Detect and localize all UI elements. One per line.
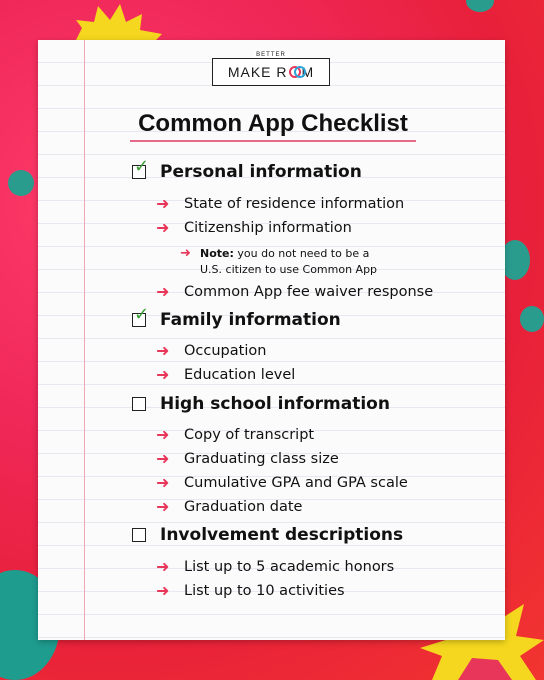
note-item <box>180 246 377 278</box>
logo-rings-icon <box>289 66 301 78</box>
list-item-label: Education level <box>184 366 296 383</box>
checklist-paper <box>38 40 505 640</box>
list-item <box>156 365 295 384</box>
note-bold-label: Note: <box>200 247 234 260</box>
note-text <box>200 246 377 278</box>
section-label: Family information <box>160 310 341 330</box>
list-item <box>156 449 339 468</box>
list-item-label: List up to 5 academic honors <box>184 558 395 575</box>
arrow-right-icon: ➜ <box>156 282 170 301</box>
list-item-label: Common App fee waiver response <box>184 283 434 300</box>
checkbox-family[interactable] <box>132 304 150 327</box>
arrow-right-icon: ➜ <box>156 194 170 213</box>
list-item <box>156 473 408 492</box>
list-item-label: Occupation <box>184 342 267 359</box>
list-item-label: Copy of transcript <box>184 426 315 443</box>
page-title: Common App Checklist <box>138 110 408 137</box>
list-item-label: Cumulative GPA and GPA scale <box>184 474 408 491</box>
section-involvement-descriptions <box>132 525 403 545</box>
list-item <box>156 194 404 213</box>
teal-circle-decoration <box>8 170 34 196</box>
checkbox-personal[interactable] <box>132 156 150 179</box>
check-mark-icon: ✓ <box>134 156 150 177</box>
list-item <box>156 218 352 237</box>
arrow-right-icon: ➜ <box>156 218 170 237</box>
teal-circle-decoration <box>520 306 544 332</box>
list-item <box>156 497 302 516</box>
logo-make-text: MAKE R <box>227 64 288 80</box>
arrow-right-icon: ➜ <box>156 425 170 444</box>
logo-m-text: M <box>301 64 315 80</box>
arrow-right-icon: ➜ <box>156 557 170 576</box>
teal-circle-decoration <box>466 0 494 12</box>
note-line-2: U.S. citizen to use Common App <box>200 263 378 276</box>
arrow-right-icon: ➜ <box>180 246 191 261</box>
check-mark-icon: ✓ <box>134 304 150 325</box>
arrow-right-icon: ➜ <box>156 581 170 600</box>
list-item <box>156 557 394 576</box>
section-label: High school information <box>160 394 390 414</box>
section-label: Personal information <box>160 162 362 182</box>
list-item-label: Citizenship information <box>184 219 352 236</box>
checkbox-involvement[interactable] <box>132 528 146 542</box>
list-item <box>156 341 266 360</box>
logo-better-text: BETTER <box>253 52 289 58</box>
make-room-logo <box>212 52 330 86</box>
section-high-school-information <box>132 394 390 414</box>
list-item-label: State of residence information <box>184 195 405 212</box>
section-label: Involvement descriptions <box>160 525 404 545</box>
note-line-1: you do not need to be a <box>233 247 370 260</box>
list-item-label: List up to 10 activities <box>184 582 345 599</box>
checkbox-high-school[interactable] <box>132 397 146 411</box>
section-family-information <box>132 304 341 330</box>
list-item <box>156 282 433 301</box>
arrow-right-icon: ➜ <box>156 497 170 516</box>
arrow-right-icon: ➜ <box>156 365 170 384</box>
list-item <box>156 425 314 444</box>
arrow-right-icon: ➜ <box>156 473 170 492</box>
list-item <box>156 581 345 600</box>
list-item-label: Graduation date <box>184 498 303 515</box>
title-underline <box>130 140 416 142</box>
section-personal-information <box>132 156 362 182</box>
arrow-right-icon: ➜ <box>156 449 170 468</box>
arrow-right-icon: ➜ <box>156 341 170 360</box>
list-item-label: Graduating class size <box>184 450 339 467</box>
